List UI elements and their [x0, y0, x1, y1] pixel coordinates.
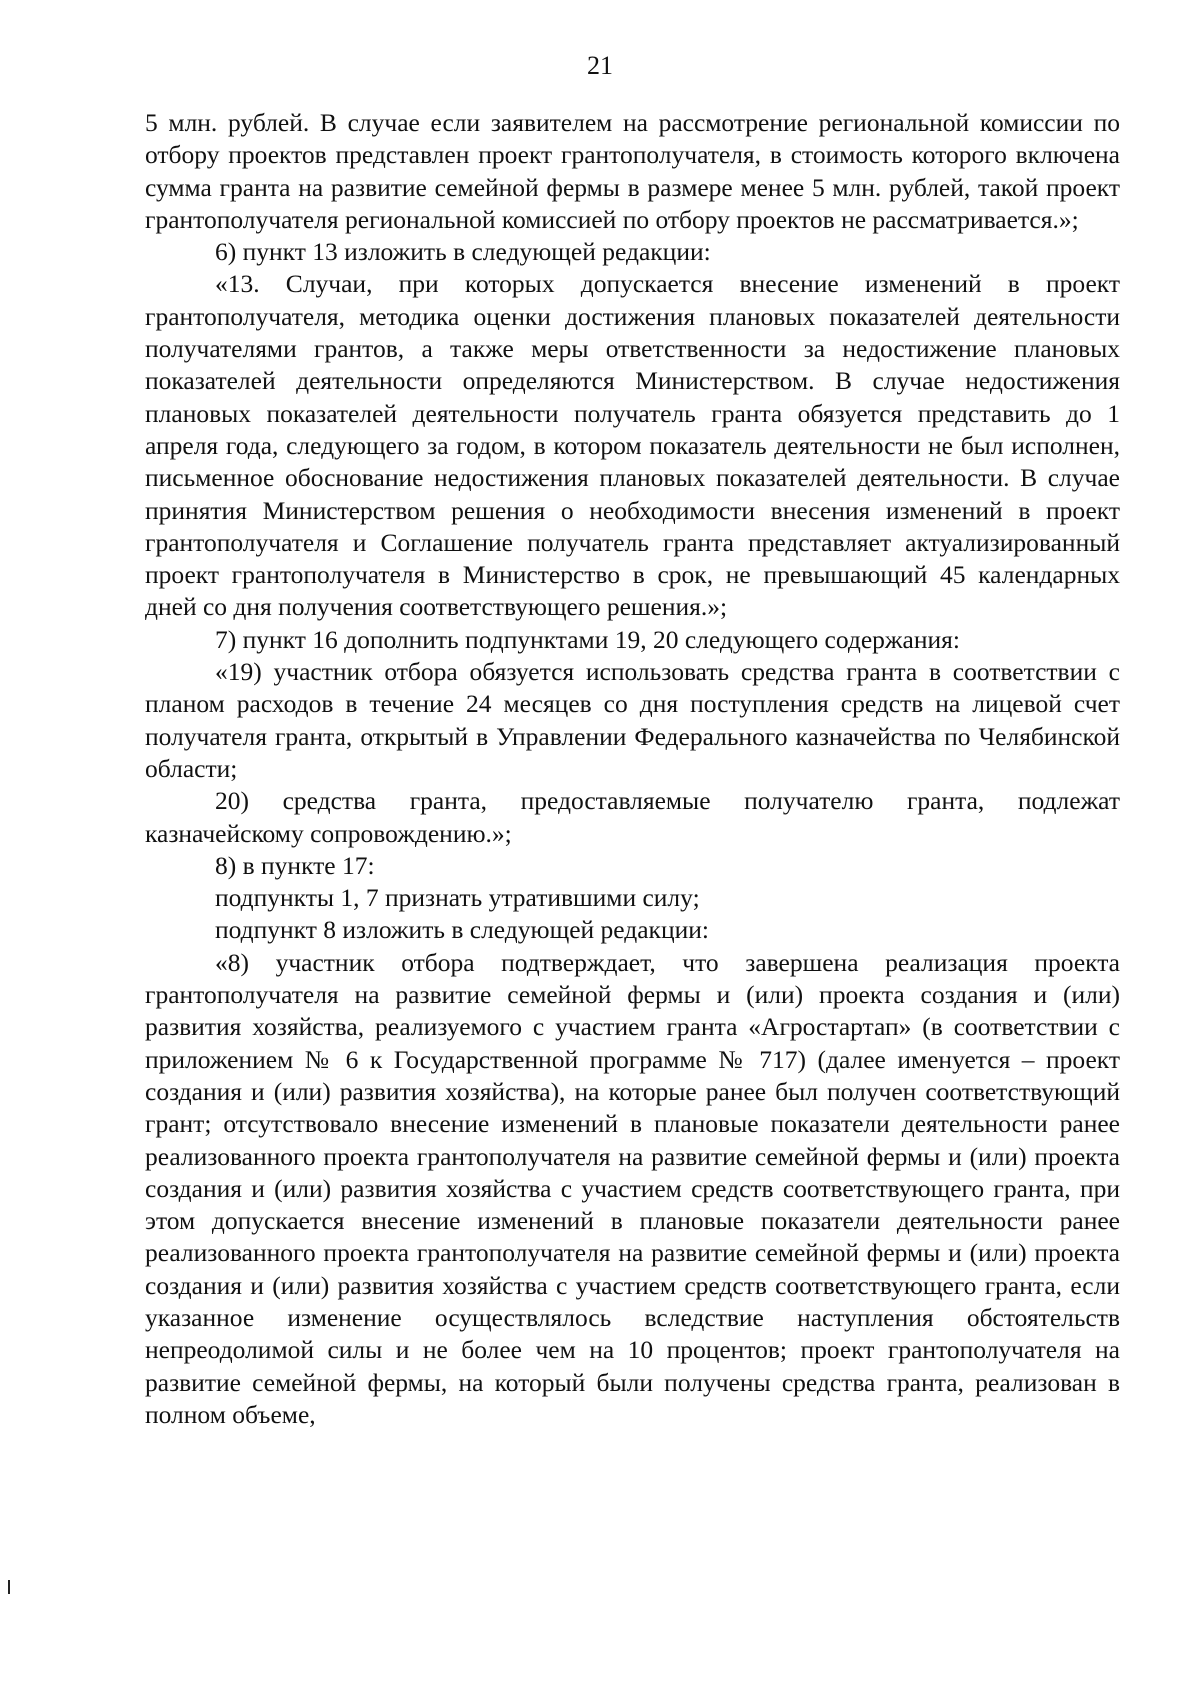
- paragraph-subpoint-8-text: «8) участник отбора подтверждает, что завершена реализация проекта грантополучателя на развитие семейной фермы и (или) проекта создания и (или) развития хозяйства, реализуемого с участием гранта «Агростартап» (в соответствии с приложением № 6 к Государственной программе № 717) (далее именуется – проект создания и (или) развития хозяйства), на которые ранее был получен соответствующий грант; отсутствовало внесение изменений в плановые показатели деятельности ранее реализованного проекта грантополучателя на развитие семейной фермы и (или) проекта создания и (или) развития хозяйства с участием средств соответствующего гранта, при этом допускается внесение изменений в плановые показатели деятельности ранее реализованного проекта грантополучателя на развитие семейной фермы и (или) проекта создания и (или) развития хозяйства с участием средств соответствующего гранта, если указанное изменение осуществлялось вследствие наступления обстоятельств непреодолимой силы и не более чем на 10 процентов; проект грантополучателя на развитие семейной фермы, на который были получены средства гранта, реализован в полном объеме,: [145, 947, 1120, 1429]
- paragraph-subpoint-20: 20) средства гранта, предоставляемые получателю гранта, подлежат казначейскому сопровождению.»;: [145, 786, 1120, 848]
- page-number: 21: [587, 51, 613, 80]
- document-body: [145, 107, 1120, 1431]
- paragraph-subpoints-repealed: подпункты 1, 7 признать утратившими силу;: [215, 883, 700, 913]
- paragraph-item-7: 7) пункт 16 дополнить подпунктами 19, 20 следующего содержания:: [215, 624, 960, 654]
- paragraph-subpoint-19: «19) участник отбора обязуется использовать средства гранта в соответствии с планом расходов в течение 24 месяцев со дня поступления средств на лицевой счет получателя гранта, открытый в Управлении Федерального казначейства по Челябинской области;: [145, 657, 1120, 783]
- scan-margin-mark: [8, 1580, 10, 1594]
- paragraph-item-8: 8) в пункте 17:: [215, 850, 375, 880]
- paragraph-item-6: 6) пункт 13 изложить в следующей редакции:: [215, 237, 711, 267]
- paragraph-continuation: 5 млн. рублей. В случае если заявителем на рассмотрение региональной комиссии по отбору проектов представлен проект грантополучателя, в стоимость которого включена сумма гранта на развитие семейной фермы в размере менее 5 млн. рублей, такой проект грантополучателя региональной комиссией по отбору проектов не рассматривается.»;: [145, 108, 1120, 234]
- paragraph-point-13: «13. Случаи, при которых допускается внесение изменений в проект грантополучателя, методика оценки достижения плановых показателей деятельности получателями грантов, а также меры ответственности за недостижение плановых показателей деятельности определяются Министерством. В случае недостижения плановых показателей деятельности получатель гранта обязуется представить до 1 апреля года, следующего за годом, в котором показатель деятельности не был исполнен, письменное обоснование недостижения плановых показателей деятельности. В случае принятия Министерством решения о необходимости внесения изменений в проект грантополучателя и Соглашение получатель гранта представляет актуализированный проект грантополучателя в Министерство в срок, не превышающий 45 календарных дней со дня получения соответствующего решения.»;: [145, 269, 1120, 622]
- paragraph-subpoint-8-intro: подпункт 8 изложить в следующей редакции:: [215, 915, 709, 945]
